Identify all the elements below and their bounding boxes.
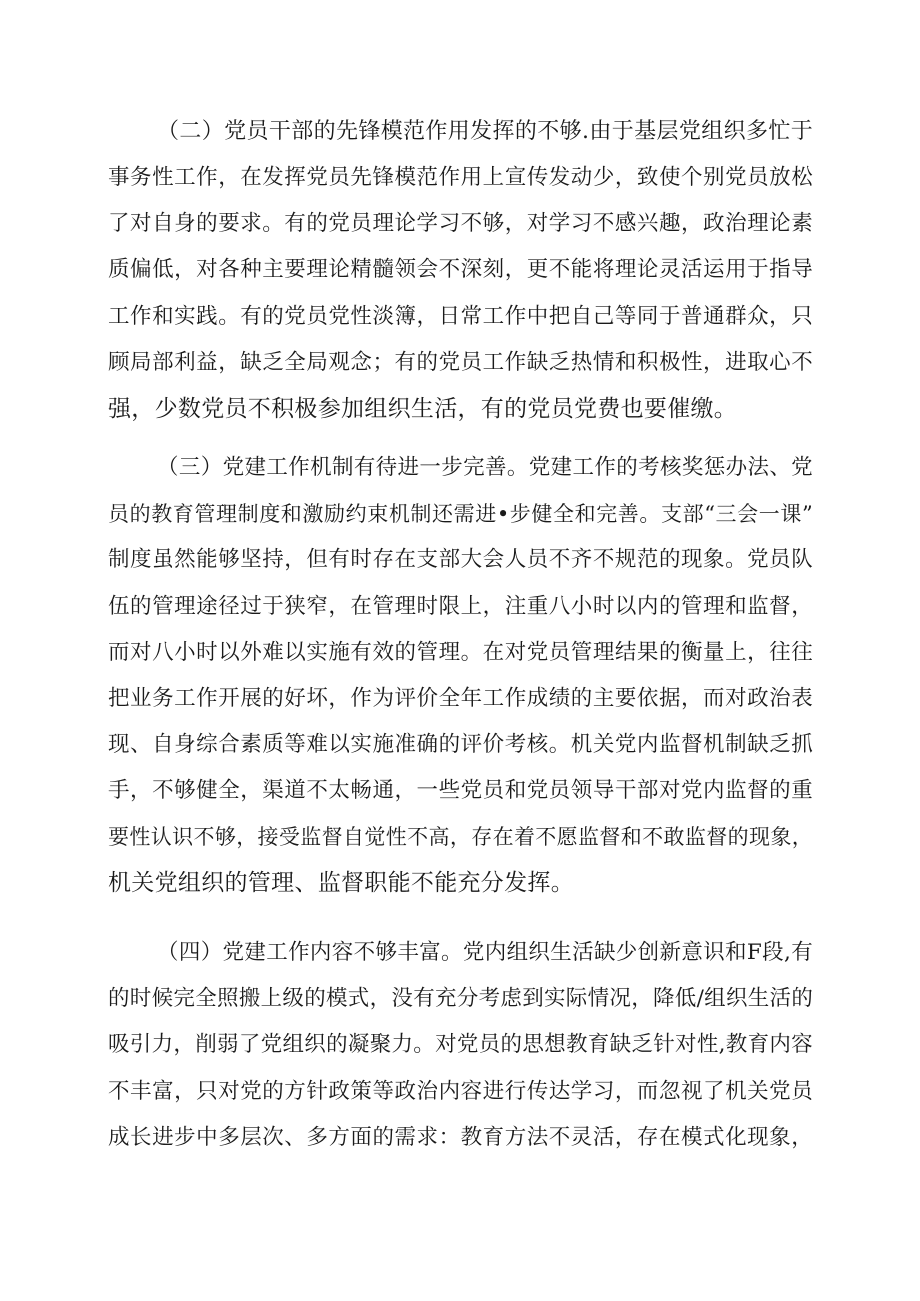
paragraph-line: （三）党建工作机制有待进一步完善。党建工作的考核奖惩办法、党	[157, 455, 813, 480]
paragraph-line: 的时候完全照搬上级的模式，没有充分考虑到实际情况，降低/组织生活的	[108, 986, 814, 1011]
paragraph-line: 现、自身综合素质等难以实施准确的评价考核。机关党内监督机制缺乏抓	[108, 732, 813, 757]
paragraph-line: 吸引力，削弱了党组织的凝聚力。对党员的思想教育缺乏针对性,教育内容	[108, 1032, 813, 1057]
paragraph-line: 伍的管理途径过于狭窄，在管理时限上，注重八小时以内的管理和监督，	[108, 594, 813, 619]
paragraph-line: 顾局部利益，缺乏全局观念；有的党员工作缺乏热情和积极性，进取心不	[108, 350, 813, 375]
paragraph-line: 要性认识不够，接受监督自觉性不高，存在着不愿监督和不敢监督的现象，	[108, 825, 813, 849]
paragraph-line: 手，不够健全，渠道不太畅通，一些党员和党员领导干部对党内监督的重	[108, 778, 813, 803]
paragraph-line: 成长进步中多层次、多方面的需求：教育方法不灵活，存在模式化现象，	[108, 1125, 813, 1150]
paragraph-line: 强，少数党员不积极参加组织生活，有的党员党费也要催缴。	[108, 396, 738, 422]
paragraph-line: 质偏低，对各种主要理论精髓领会不深刻，更不能将理论灵活运用于指导	[108, 257, 813, 282]
paragraph-line: 工作和实践。有的党员党性淡簿，日常工作中把自己等同于普通群众，只	[108, 304, 813, 329]
paragraph-line: 把业务工作开展的好坏，作为评价全年工作成绩的主要依据，而对政治表	[108, 686, 813, 711]
paragraph-line: 不丰富，只对党的方针政策等政治内容进行传达学习，而忽视了机关党员	[108, 1079, 813, 1104]
paragraph-line: 了对自身的要求。有的党员理论学习不够，对学习不感兴趣，政治理论素	[108, 211, 813, 236]
paragraph-line: 而对八小时以外难以实施有效的管理。在对党员管理结果的衡量上，往往	[108, 640, 813, 665]
paragraph-line: 员的教育管理制度和激励约束机制还需进•步健全和完善。支部“三会一课”	[108, 502, 813, 526]
paragraph-line: （二）党员干部的先锋模范作用发挥的不够.由于基层党组织多忙于	[157, 119, 813, 144]
paragraph-line: （四）党建工作内容不够丰富。党内组织生活缺少创新意识和F段,有	[157, 940, 813, 965]
paragraph-line: 机关党组织的管理、监督职能不能充分发挥。	[108, 870, 574, 896]
paragraph-line: 制度虽然能够坚持，但有时存在支部大会人员不齐不规范的现象。党员队	[108, 547, 813, 572]
paragraph-line: 事务性工作，在发挥党员先锋模范作用上宣传发动少，致使个别党员放松	[108, 165, 813, 190]
